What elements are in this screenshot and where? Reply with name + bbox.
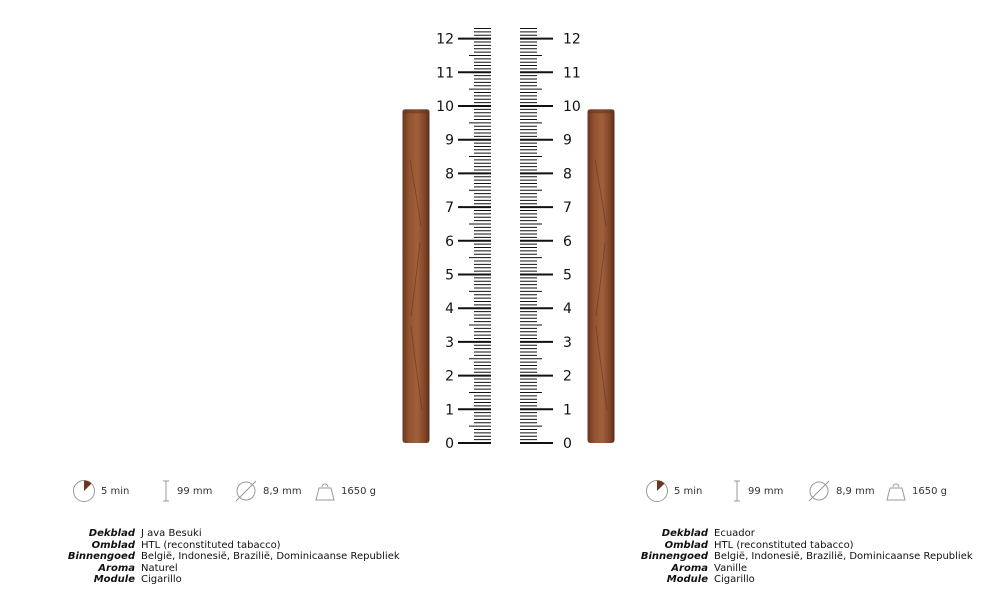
spec-time	[72, 478, 129, 504]
details-left	[30, 528, 400, 586]
spec-diameter-value: 8,9 mm	[836, 485, 875, 497]
spec-diameter	[807, 478, 875, 504]
detail-value: België, Indonesië, Brazilië, Dominicaanse Republiek	[141, 551, 400, 563]
ruler-label: 1	[563, 402, 572, 419]
ruler-label: 11	[436, 65, 454, 82]
detail-value: J ava Besuki	[141, 528, 202, 539]
detail-row-aroma	[30, 563, 400, 575]
detail-row-binnengoed	[603, 551, 973, 563]
specs-left	[72, 478, 392, 504]
ruler-label: 2	[445, 368, 454, 385]
ruler-label: 5	[563, 267, 572, 284]
spec-time-value: 5 min	[101, 485, 130, 497]
ruler-label: 7	[563, 200, 572, 217]
ruler-label: 5	[445, 267, 454, 284]
ruler-label: 9	[445, 132, 454, 149]
detail-row-omblad	[30, 540, 400, 552]
ruler-label: 0	[445, 436, 454, 452]
ruler-label: 8	[445, 166, 454, 183]
detail-value: Ecuador	[714, 528, 755, 539]
ruler-label: 10	[563, 99, 581, 115]
detail-value: HTL (reconstituted tabacco)	[141, 539, 281, 551]
length-icon	[160, 479, 172, 503]
detail-label: Aroma	[671, 562, 708, 574]
spec-length-value: 99 mm	[177, 485, 213, 497]
ruler-label: 4	[563, 301, 572, 318]
spec-diameter	[234, 478, 302, 504]
detail-row-dekblad	[603, 528, 973, 540]
detail-label: Aroma	[98, 562, 135, 574]
detail-row-module	[30, 574, 400, 586]
spec-length	[160, 478, 212, 504]
spec-weight	[885, 478, 947, 504]
detail-value: HTL (reconstituted tabacco)	[714, 539, 854, 551]
detail-label: Dekblad	[661, 528, 708, 539]
weight-icon	[314, 479, 336, 503]
ruler-label: 12	[436, 31, 454, 48]
spec-time	[645, 478, 702, 504]
ruler-label: 2	[563, 368, 572, 385]
ruler-label: 7	[445, 200, 454, 217]
ruler-label: 8	[563, 166, 572, 183]
ruler-label: 11	[563, 65, 581, 82]
ruler-label: 3	[445, 334, 454, 351]
cigar-cap	[403, 109, 430, 113]
detail-label: Dekblad	[88, 528, 135, 539]
spec-time-value: 5 min	[674, 485, 703, 497]
specs-right	[645, 478, 965, 504]
ruler-label: 12	[563, 31, 581, 48]
ruler-label: 6	[445, 233, 454, 250]
diameter-icon	[234, 479, 258, 503]
ruler-label: 9	[563, 132, 572, 149]
ruler-label: 6	[563, 233, 572, 250]
cigar-cap	[588, 109, 615, 113]
details-right	[603, 528, 973, 586]
detail-value: Cigarillo	[141, 574, 182, 586]
spec-length	[731, 478, 783, 504]
spec-weight	[314, 478, 376, 504]
detail-label: Module	[666, 574, 708, 586]
detail-value: Vanille	[714, 562, 748, 574]
detail-value: België, Indonesië, Brazilië, Dominicaanse Republiek	[714, 551, 973, 563]
ruler-left	[436, 28, 491, 452]
ruler-label: 3	[563, 334, 572, 351]
detail-label: Module	[93, 574, 135, 586]
ruler-label: 0	[563, 436, 572, 452]
clock-icon	[645, 479, 669, 503]
spec-length-value: 99 mm	[748, 485, 784, 497]
detail-row-omblad	[603, 540, 973, 552]
detail-row-dekblad	[30, 528, 400, 540]
detail-label: Omblad	[91, 539, 135, 551]
detail-label: Binnengoed	[640, 551, 708, 563]
detail-row-module	[603, 574, 973, 586]
ruler-label: 1	[445, 402, 454, 419]
detail-label: Binnengoed	[67, 551, 135, 563]
detail-label: Omblad	[664, 539, 708, 551]
detail-row-aroma	[603, 563, 973, 575]
spec-diameter-value: 8,9 mm	[263, 485, 302, 497]
ruler-label: 10	[436, 99, 454, 115]
detail-value: Cigarillo	[714, 574, 755, 586]
weight-icon	[885, 479, 907, 503]
spec-weight-value: 1650 g	[912, 485, 947, 497]
diameter-icon	[807, 479, 831, 503]
spec-weight-value: 1650 g	[341, 485, 376, 497]
detail-value: Naturel	[141, 562, 178, 574]
length-icon	[731, 479, 743, 503]
clock-icon	[72, 479, 96, 503]
ruler-right	[520, 28, 581, 452]
detail-row-binnengoed	[30, 551, 400, 563]
ruler-label: 4	[445, 301, 454, 318]
